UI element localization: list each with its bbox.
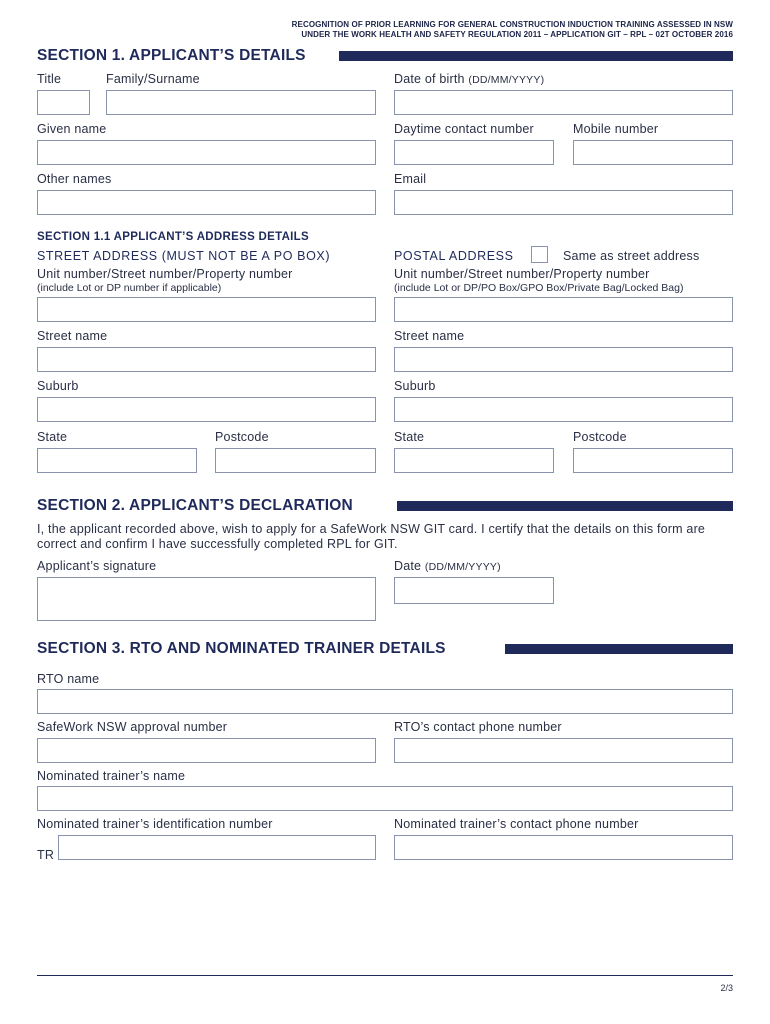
- postal-postcode-field[interactable]: [573, 448, 733, 473]
- title-label: Title: [37, 72, 62, 86]
- email-field[interactable]: [394, 190, 733, 215]
- postal-state-field[interactable]: [394, 448, 554, 473]
- postal-unit-field[interactable]: [394, 297, 733, 322]
- approval-number-label: SafeWork NSW approval number: [37, 720, 228, 734]
- declaration-text: I, the applicant recorded above, wish to apply for a SafeWork NSW GIT card. I certify that the details on this form are correct and confirm I have successfully completed RPL for GIT.: [37, 522, 706, 551]
- same-as-street-label: Same as street address: [563, 249, 700, 263]
- dob-label: [394, 72, 544, 86]
- header-line-2: UNDER THE WORK HEALTH AND SAFETY REGULATION 2011 – APPLICATION GIT – RPL – 02T OCTOBER 2016: [301, 30, 733, 39]
- section-1-title: SECTION 1. APPLICANT’S DETAILS: [37, 47, 306, 64]
- postal-suburb-label: Suburb: [394, 379, 436, 393]
- postal-unit-note: (include Lot or DP/PO Box/GPO Box/Private Bag/Locked Bag): [394, 282, 684, 294]
- section-3-title: SECTION 3. RTO AND NOMINATED TRAINER DETAILS: [37, 640, 446, 657]
- postal-state-label: State: [394, 430, 425, 444]
- street-unit-field[interactable]: [37, 297, 376, 322]
- trainer-id-field[interactable]: [58, 835, 376, 860]
- daytime-contact-label: Daytime contact number: [394, 122, 534, 136]
- trainer-id-label: Nominated trainer’s identification number: [37, 817, 273, 831]
- trainer-name-field[interactable]: [37, 786, 733, 811]
- given-name-label: Given name: [37, 122, 107, 136]
- section-1-1-title: SECTION 1.1 APPLICANT’S ADDRESS DETAILS: [37, 231, 309, 243]
- street-address-heading: STREET ADDRESS (MUST NOT BE A PO BOX): [37, 249, 331, 263]
- postal-suburb-field[interactable]: [394, 397, 733, 422]
- street-name-field[interactable]: [37, 347, 376, 372]
- postal-postcode-label: Postcode: [573, 430, 627, 444]
- street-unit-note: (include Lot or DP number if applicable): [37, 282, 222, 294]
- declaration-date-field[interactable]: [394, 577, 554, 604]
- mobile-label: Mobile number: [573, 122, 659, 136]
- mobile-field[interactable]: [573, 140, 733, 165]
- section-3-bar: [505, 644, 733, 654]
- state-label: State: [37, 430, 68, 444]
- postcode-label: Postcode: [215, 430, 269, 444]
- same-as-street-checkbox[interactable]: [531, 246, 548, 263]
- dob-format: (DD/MM/YYYY): [468, 74, 545, 86]
- signature-field[interactable]: [37, 577, 376, 621]
- trainer-phone-field[interactable]: [394, 835, 733, 860]
- rto-phone-label: RTO’s contact phone number: [394, 720, 562, 734]
- dob-label-text: Date of birth: [394, 72, 465, 86]
- surname-label: Family/Surname: [106, 72, 200, 86]
- approval-number-field[interactable]: [37, 738, 376, 763]
- dob-field[interactable]: [394, 90, 733, 115]
- rto-name-field[interactable]: [37, 689, 733, 714]
- street-name-label: Street name: [37, 329, 108, 343]
- trainer-name-label: Nominated trainer’s name: [37, 769, 186, 783]
- declaration-date-format: (DD/MM/YYYY): [424, 561, 501, 573]
- declaration-date-label: [394, 559, 501, 573]
- other-names-label: Other names: [37, 172, 112, 186]
- footer-rule: [37, 975, 733, 976]
- tr-prefix: TR: [37, 848, 55, 862]
- other-names-field[interactable]: [37, 190, 376, 215]
- section-2-title: SECTION 2. APPLICANT’S DECLARATION: [37, 497, 353, 514]
- given-name-field[interactable]: [37, 140, 376, 165]
- suburb-field[interactable]: [37, 397, 376, 422]
- postal-street-name-label: Street name: [394, 329, 465, 343]
- header-line-1: RECOGNITION OF PRIOR LEARNING FOR GENERAL CONSTRUCTION INDUCTION TRAINING ASSESSED IN NSW: [291, 20, 733, 29]
- state-field[interactable]: [37, 448, 197, 473]
- section-1-bar: [339, 51, 733, 61]
- rto-phone-field[interactable]: [394, 738, 733, 763]
- email-label: Email: [394, 172, 427, 186]
- trainer-phone-label: Nominated trainer’s contact phone number: [394, 817, 639, 831]
- street-unit-label: Unit number/Street number/Property number: [37, 267, 293, 281]
- postal-unit-label: Unit number/Street number/Property number: [394, 267, 650, 281]
- surname-field[interactable]: [106, 90, 376, 115]
- form-header: [292, 20, 733, 40]
- postcode-field[interactable]: [215, 448, 376, 473]
- declaration-date-label-text: Date: [394, 559, 422, 573]
- postal-street-name-field[interactable]: [394, 347, 733, 372]
- page-number: 2/3: [720, 983, 733, 993]
- rto-name-label: RTO name: [37, 672, 100, 686]
- daytime-contact-field[interactable]: [394, 140, 554, 165]
- section-2-bar: [397, 501, 733, 511]
- suburb-label: Suburb: [37, 379, 79, 393]
- signature-label: Applicant’s signature: [37, 559, 157, 573]
- title-field[interactable]: [37, 90, 90, 115]
- postal-address-heading: POSTAL ADDRESS: [394, 249, 514, 263]
